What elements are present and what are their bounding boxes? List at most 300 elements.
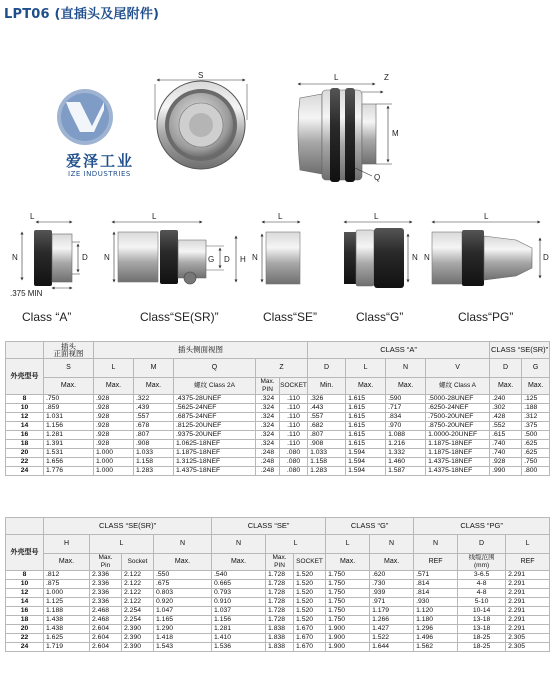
class-se-dim-n: N <box>252 253 258 262</box>
table2-shell-header: 外壳型号 <box>6 535 44 571</box>
table-cell: 1.670 <box>294 643 326 652</box>
table-row <box>6 607 550 616</box>
table-cell: .807 <box>134 431 174 440</box>
table-cell: 1.750 <box>326 607 370 616</box>
table-cell: 1.290 <box>154 625 212 634</box>
table-cell: 10-14 <box>458 607 506 616</box>
table-cell: 2.390 <box>122 625 154 634</box>
table-cell: .110 <box>280 431 308 440</box>
table-cell: .375 <box>522 422 550 431</box>
table-cell: 12 <box>6 413 44 422</box>
table2-l-pin: Max. Pin <box>90 554 122 571</box>
table-cell: 1.838 <box>266 634 294 643</box>
table-cell: .834 <box>386 413 426 422</box>
table-cell: .928 <box>94 422 134 431</box>
table-cell: 5-10 <box>458 598 506 607</box>
table-cell: 1.520 <box>294 589 326 598</box>
table-cell: 2.336 <box>90 580 122 589</box>
table-cell: .928 <box>94 440 134 449</box>
table-cell: 1.4375-18NEF <box>174 467 256 476</box>
table-cell: 18-25 <box>458 634 506 643</box>
table-cell: 1.296 <box>414 625 458 634</box>
table-cell: 1.0625-18NEF <box>174 440 256 449</box>
table2-col-n2: N <box>212 535 266 554</box>
table-cell: 1.728 <box>266 580 294 589</box>
table-cell: 22 <box>6 458 44 467</box>
table1-g-max: Max. <box>522 378 550 395</box>
table-cell: 1.037 <box>212 607 266 616</box>
table-cell: 2.291 <box>506 607 550 616</box>
table-cell: 1.728 <box>266 607 294 616</box>
table-cell: 13-18 <box>458 616 506 625</box>
table-cell: 1.900 <box>326 625 370 634</box>
table-cell: 2.122 <box>122 571 154 580</box>
table2-col-h: H <box>44 535 90 554</box>
class-se-sr-dim-n: N <box>104 253 110 262</box>
table-cell: 1.283 <box>308 467 346 476</box>
table-cell: 1.088 <box>386 431 426 440</box>
table-cell: .800 <box>522 467 550 476</box>
table-cell: 2.122 <box>122 589 154 598</box>
table-cell: .615 <box>490 431 522 440</box>
table-cell: 1.728 <box>266 598 294 607</box>
table-cell: 2.291 <box>506 616 550 625</box>
table-cell: .080 <box>280 467 308 476</box>
table2-n-max: Max. <box>154 554 212 571</box>
table-cell: 1.750 <box>326 571 370 580</box>
table-cell: 1.520 <box>294 598 326 607</box>
table1-l2-max: Max. <box>346 378 386 395</box>
class-pg-dim-n: N <box>424 253 430 262</box>
table-cell: 2.336 <box>90 589 122 598</box>
table2-l4-ref: REF <box>506 554 550 571</box>
table1-col-d: D <box>308 359 346 378</box>
table-cell: .717 <box>386 404 426 413</box>
table-cell: .188 <box>522 404 550 413</box>
table1-q-thread: 螺纹 Class 2A <box>174 378 256 395</box>
table2-col-l4: L <box>506 535 550 554</box>
table2-col-n3: N <box>370 535 414 554</box>
table-cell: 4-8 <box>458 580 506 589</box>
table-cell: 1.520 <box>294 616 326 625</box>
logo-name-cn: 爱泽工业 <box>66 152 135 170</box>
dim-l-label: L <box>334 73 339 82</box>
table-row <box>6 449 550 458</box>
table-cell: 1.332 <box>386 449 426 458</box>
table-cell: 1.391 <box>44 440 94 449</box>
table2-blank-header <box>6 518 44 535</box>
table-row <box>6 580 550 589</box>
table-cell: 1.180 <box>414 616 458 625</box>
table-cell: 2.604 <box>90 643 122 652</box>
table-cell: 1.719 <box>44 643 90 652</box>
table1-blank-header <box>6 342 44 359</box>
table-cell: 3-6.5 <box>458 571 506 580</box>
table2-class-se-header: CLASS “SE” <box>212 518 326 535</box>
table-cell: .928 <box>94 404 134 413</box>
table-cell: 18 <box>6 440 44 449</box>
table1-d-min: Min. <box>308 378 346 395</box>
table-cell: .812 <box>44 571 90 580</box>
class-se-sr-dim-h: H <box>240 255 246 264</box>
table-row <box>6 404 550 413</box>
table2-h-max: Max. <box>44 554 90 571</box>
table-cell: 1.594 <box>346 458 386 467</box>
table-cell: 4-8 <box>458 589 506 598</box>
table-cell: 2.291 <box>506 589 550 598</box>
table-cell: 1.531 <box>44 449 94 458</box>
table-cell: 12 <box>6 589 44 598</box>
table-cell: .248 <box>256 449 280 458</box>
table-cell: .080 <box>280 458 308 467</box>
table-cell: .248 <box>256 467 280 476</box>
table-cell: 8 <box>6 395 44 404</box>
dim-s-label: S <box>198 71 204 80</box>
table-cell: 1.156 <box>212 616 266 625</box>
table-cell: .326 <box>308 395 346 404</box>
table-cell: 14 <box>6 598 44 607</box>
front-view-drawing <box>155 80 247 169</box>
table-cell: .928 <box>94 431 134 440</box>
table-cell: .080 <box>280 449 308 458</box>
table-cell: 1.120 <box>414 607 458 616</box>
table-cell: .8125-20UNEF <box>174 422 256 431</box>
table-cell: 0.910 <box>212 598 266 607</box>
table-cell: 2.336 <box>90 598 122 607</box>
table-cell: .5000-28UNEF <box>426 395 490 404</box>
table-cell: .814 <box>414 589 458 598</box>
table-cell: 1.750 <box>326 589 370 598</box>
table-cell: .930 <box>414 598 458 607</box>
table-cell: 1.1875-18NEF <box>426 449 490 458</box>
table-cell: .990 <box>490 467 522 476</box>
table-cell: 1.750 <box>326 598 370 607</box>
table1-col-v: V <box>426 359 490 378</box>
table1-col-d2: D <box>490 359 522 378</box>
table1-body <box>6 395 550 476</box>
table-cell: .675 <box>154 580 212 589</box>
table-cell: 1.594 <box>346 467 386 476</box>
table-cell: 1.283 <box>134 467 174 476</box>
table1-l-max: Max. <box>94 378 134 395</box>
table-cell: 1.418 <box>154 634 212 643</box>
table-cell: .928 <box>94 395 134 404</box>
table-cell: .908 <box>134 440 174 449</box>
table-cell: 1.615 <box>346 422 386 431</box>
table-cell: 2.254 <box>122 607 154 616</box>
table-cell: 2.291 <box>506 580 550 589</box>
class-pg-dim-l: L <box>484 212 489 221</box>
table1-col-g: G <box>522 359 550 378</box>
class-a-dim-n: N <box>12 253 18 262</box>
class-g-drawing <box>344 222 412 288</box>
table-cell: 1.438 <box>44 616 90 625</box>
table-row <box>6 440 550 449</box>
table2-n2-max: Max. <box>212 554 266 571</box>
table-cell: 1.031 <box>44 413 94 422</box>
table-cell: 1.900 <box>326 643 370 652</box>
table-row <box>6 431 550 440</box>
table-cell: 1.728 <box>266 589 294 598</box>
table-cell: 20 <box>6 625 44 634</box>
table-cell: .312 <box>522 413 550 422</box>
table-cell: 1.670 <box>294 634 326 643</box>
class-se-dim-l: L <box>278 212 283 221</box>
table1-n-max: Max. <box>386 378 426 395</box>
table-cell: 1.900 <box>326 634 370 643</box>
table-cell: 1.536 <box>212 643 266 652</box>
table-cell: 2.291 <box>506 625 550 634</box>
table-cell: 1.266 <box>370 616 414 625</box>
table2-col-l3: L <box>326 535 370 554</box>
table-cell: 0.793 <box>212 589 266 598</box>
table-cell: 1.838 <box>266 625 294 634</box>
table-cell: 0.920 <box>154 598 212 607</box>
table-cell: 1.562 <box>414 643 458 652</box>
table1-shell-header: 外壳型号 <box>6 359 44 395</box>
dim-m-label: M <box>392 129 399 138</box>
table-cell: .110 <box>280 440 308 449</box>
table-cell: .552 <box>490 422 522 431</box>
table2-col-n4: N <box>414 535 458 554</box>
table-cell: 16 <box>6 431 44 440</box>
table1-v-thread: 螺纹 Class A <box>426 378 490 395</box>
table-cell: 1.158 <box>308 458 346 467</box>
table-cell: 1.156 <box>44 422 94 431</box>
class-g-label: Class“G” <box>356 310 404 324</box>
table-cell: 1.158 <box>134 458 174 467</box>
class-g-dim-l: L <box>374 212 379 221</box>
table-cell: 1.543 <box>154 643 212 652</box>
table-cell: 1.728 <box>266 616 294 625</box>
class-g-dim-n: N <box>412 253 418 262</box>
table-cell: 1.188 <box>44 607 90 616</box>
table2-col-n: N <box>154 535 212 554</box>
table-cell: .110 <box>280 395 308 404</box>
table-cell: .324 <box>256 440 280 449</box>
table-row <box>6 598 550 607</box>
table2-n3-max: Max. <box>370 554 414 571</box>
table1-d2-max: Max. <box>490 378 522 395</box>
table1-col-z: Z <box>256 359 308 378</box>
table-row <box>6 395 550 404</box>
table-cell: .928 <box>94 413 134 422</box>
table-cell: 22 <box>6 634 44 643</box>
table-cell: .324 <box>256 404 280 413</box>
table1-col-l2: L <box>346 359 386 378</box>
table-cell: .875 <box>44 580 90 589</box>
table-row <box>6 625 550 634</box>
table2-col-l2: L <box>266 535 326 554</box>
table2-class-g-header: CLASS “G” <box>326 518 414 535</box>
table-cell: 1.216 <box>386 440 426 449</box>
table-cell: 1.594 <box>346 449 386 458</box>
table-cell: .859 <box>44 404 94 413</box>
class-se-sr-dim-g: G <box>208 255 215 264</box>
table-cell: .6250-24NEF <box>426 404 490 413</box>
table1-class-se-sr-header: CLASS “SE(SR)” <box>490 342 550 359</box>
table-row <box>6 458 550 467</box>
table2-col-d: D <box>458 535 506 554</box>
table-cell: .439 <box>134 404 174 413</box>
table-cell: 1.281 <box>44 431 94 440</box>
table-cell: .500 <box>522 431 550 440</box>
table-cell: 1.033 <box>308 449 346 458</box>
class-pg-label: Class“PG” <box>458 310 514 324</box>
table-cell: 1.520 <box>294 607 326 616</box>
table-cell: 1.438 <box>44 625 90 634</box>
table-cell: .9375-20UNEF <box>174 431 256 440</box>
page-title: LPT06 (直插头及尾附件) <box>4 7 160 22</box>
table-cell: 1.625 <box>44 634 90 643</box>
table1-col-m: M <box>134 359 174 378</box>
table-cell: 1.427 <box>370 625 414 634</box>
table-cell: 1.615 <box>346 413 386 422</box>
table-row <box>6 616 550 625</box>
class-se-sr-label: Class“SE(SR)” <box>140 310 219 324</box>
table2-class-se-sr-header: CLASS “SE(SR)” <box>44 518 212 535</box>
table-cell: 2.254 <box>122 616 154 625</box>
table-cell: 1.460 <box>386 458 426 467</box>
table-cell: 2.291 <box>506 571 550 580</box>
table-cell: .324 <box>256 431 280 440</box>
logo-name-en: IZE INDUSTRIES <box>68 170 131 178</box>
class-pg-dim-d: D <box>543 253 549 262</box>
table-cell: 1.1875-18NEF <box>426 440 490 449</box>
table-cell: 1.3125-18NEF <box>174 458 256 467</box>
table-row <box>6 643 550 652</box>
table-cell: .110 <box>280 422 308 431</box>
table2-l-socket: Socket <box>122 554 154 571</box>
table-cell: .248 <box>256 458 280 467</box>
table-cell: 2.604 <box>90 625 122 634</box>
table-cell: .571 <box>414 571 458 580</box>
table-cell: 2.305 <box>506 643 550 652</box>
table-cell: 1.522 <box>370 634 414 643</box>
class-a-dim-d: D <box>82 253 88 262</box>
table-cell: 1.000 <box>94 449 134 458</box>
table-row <box>6 571 550 580</box>
table-cell: .590 <box>386 395 426 404</box>
spec-table-2 <box>5 517 550 652</box>
table2-body <box>6 571 550 652</box>
table-cell: 2.122 <box>122 598 154 607</box>
table-cell: 1.587 <box>386 467 426 476</box>
class-se-drawing <box>262 222 300 284</box>
table-cell: 20 <box>6 449 44 458</box>
table-row <box>6 467 550 476</box>
class-se-sr-drawing <box>112 222 236 284</box>
table-cell: 1.520 <box>294 571 326 580</box>
table-cell: 1.179 <box>370 607 414 616</box>
table-cell: 1.125 <box>44 598 90 607</box>
table-cell: 1.644 <box>370 643 414 652</box>
table-cell: .324 <box>256 413 280 422</box>
table-cell: 1.615 <box>346 431 386 440</box>
table2-col-l: L <box>90 535 154 554</box>
table-cell: 1.656 <box>44 458 94 467</box>
table-cell: .125 <box>522 395 550 404</box>
table-cell: .928 <box>490 458 522 467</box>
table-cell: .750 <box>44 395 94 404</box>
table-cell: 1.670 <box>294 625 326 634</box>
table1-front-view-header: 插头 正面视图 <box>44 342 94 359</box>
table-cell: 1.750 <box>326 580 370 589</box>
table-cell: .5625-24NEF <box>174 404 256 413</box>
table-cell: 10 <box>6 404 44 413</box>
table-cell: .970 <box>386 422 426 431</box>
side-view-drawing <box>298 84 392 182</box>
table-cell: .428 <box>490 413 522 422</box>
table1-col-q: Q <box>174 359 256 378</box>
table-row <box>6 413 550 422</box>
table1-col-n: N <box>386 359 426 378</box>
table-cell: 1.838 <box>266 643 294 652</box>
table-cell: .625 <box>522 449 550 458</box>
dim-q-label: Q <box>374 173 381 182</box>
table-cell: 1.776 <box>44 467 94 476</box>
class-se-sr-dim-d: D <box>224 255 230 264</box>
table-cell: .625 <box>522 440 550 449</box>
table-cell: .807 <box>308 431 346 440</box>
table-cell: .4375-28UNEF <box>174 395 256 404</box>
table-cell: 1.496 <box>414 634 458 643</box>
table-cell: .240 <box>490 395 522 404</box>
table-cell: 2.604 <box>90 634 122 643</box>
table2-l3-max: Max. <box>326 554 370 571</box>
table-cell: .750 <box>522 458 550 467</box>
table2-n4-ref: REF <box>414 554 458 571</box>
table-row <box>6 634 550 643</box>
table-cell: 16 <box>6 607 44 616</box>
table-cell: 1.000 <box>44 589 90 598</box>
table-cell: 1.000 <box>94 458 134 467</box>
table-cell: .740 <box>490 449 522 458</box>
table-cell: .557 <box>134 413 174 422</box>
table-cell: .740 <box>490 440 522 449</box>
table-cell: .971 <box>370 598 414 607</box>
table-cell: 1.1875-18NEF <box>174 449 256 458</box>
table-cell: 2.468 <box>90 607 122 616</box>
table1-side-view-header: 插头侧面视图 <box>94 342 308 359</box>
table-cell: 2.305 <box>506 634 550 643</box>
class-pg-drawing <box>432 222 540 286</box>
table-cell: .8750-20UNEF <box>426 422 490 431</box>
table-cell: .324 <box>256 422 280 431</box>
table1-m-max: Max. <box>134 378 174 395</box>
table-cell: .7500-20UNEF <box>426 413 490 422</box>
table-cell: 1.615 <box>346 440 386 449</box>
table1-class-a-header: CLASS “A” <box>308 342 490 359</box>
table-cell: 2.336 <box>90 571 122 580</box>
table1-s-max: Max. <box>44 378 94 395</box>
table-cell: 2.122 <box>122 580 154 589</box>
class-a-label: Class “A” <box>22 310 72 324</box>
table1-col-l: L <box>94 359 134 378</box>
table-cell: .908 <box>308 440 346 449</box>
table-cell: .730 <box>370 580 414 589</box>
table-cell: 13-18 <box>458 625 506 634</box>
ize-logo-icon <box>57 89 113 145</box>
table-cell: 2.468 <box>90 616 122 625</box>
table-cell: .302 <box>490 404 522 413</box>
table-cell: .620 <box>370 571 414 580</box>
class-se-sr-dim-l: L <box>152 212 157 221</box>
table-cell: 1.4375-18NEF <box>426 467 490 476</box>
table-cell: .550 <box>154 571 212 580</box>
table-cell: 1.165 <box>154 616 212 625</box>
table-cell: .557 <box>308 413 346 422</box>
